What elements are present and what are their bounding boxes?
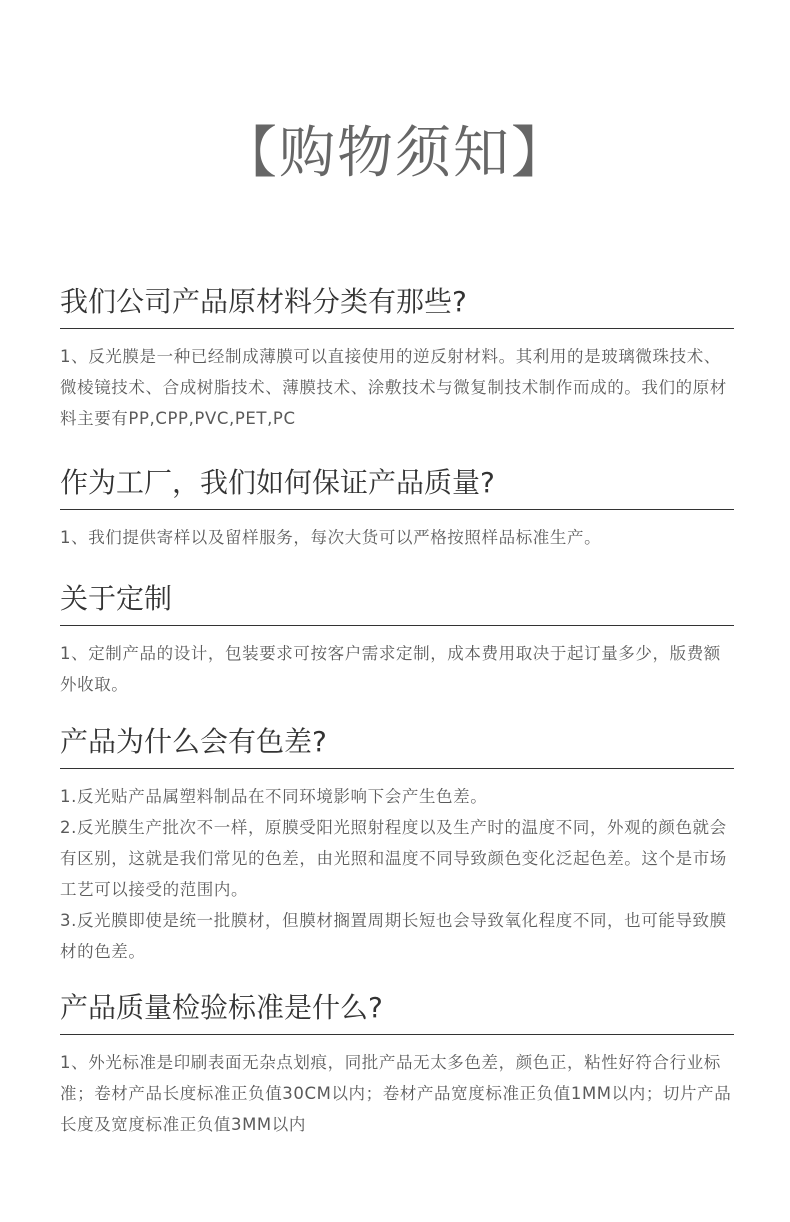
- section-paragraph: 1、定制产品的设计，包装要求可按客户需求定制，成本费用取决于起订量多少，版费额外收取。: [60, 644, 721, 694]
- section-raw-materials: [60, 282, 734, 434]
- section-color-difference: [60, 722, 734, 967]
- section-heading: 产品为什么会有色差?: [60, 722, 734, 769]
- section-paragraph: 1、外光标准是印刷表面无杂点划痕，同批产品无太多色差，颜色正，粘性好符合行业标准；卷材产品长度标准正负值30CM以内；卷材产品宽度标准正负值1MM以内；切片产品长度及宽度标准正负值3MM以内: [60, 1053, 732, 1134]
- section-paragraph: 1.反光贴产品属塑料制品在不同环境影响下会产生色差。: [60, 787, 488, 806]
- page-title: 【购物须知】: [221, 121, 569, 186]
- section-paragraph: 1、我们提供寄样以及留样服务，每次大货可以严格按照样品标准生产。: [60, 528, 602, 547]
- section-customization: [60, 579, 734, 700]
- section-body: [60, 522, 734, 553]
- section-heading: 我们公司产品原材料分类有那些?: [60, 282, 734, 329]
- section-body: [60, 341, 734, 434]
- section-quality-assurance: [60, 463, 734, 553]
- section-paragraph: 1、反光膜是一种已经制成薄膜可以直接使用的逆反射材料。其利用的是玻璃微珠技术、微棱镜技术、合成树脂技术、薄膜技术、涂敷技术与微复制技术制作而成的。我们的原材料主要有PP,CPP,PVC,PET,PC: [60, 347, 727, 428]
- section-paragraph: 3.反光膜即使是统一批膜材，但膜材搁置周期长短也会导致氧化程度不同，也可能导致膜材的色差。: [60, 911, 727, 961]
- section-body: [60, 1047, 734, 1140]
- section-heading: 作为工厂，我们如何保证产品质量?: [60, 463, 734, 510]
- section-heading: 关于定制: [60, 579, 734, 626]
- section-paragraph: 2.反光膜生产批次不一样，原膜受阳光照射程度以及生产时的温度不同，外观的颜色就会有区别，这就是我们常见的色差，由光照和温度不同导致颜色变化泛起色差。这个是市场工艺可以接受的范围内。: [60, 818, 727, 899]
- section-body: [60, 781, 734, 967]
- section-heading: 产品质量检验标准是什么?: [60, 988, 734, 1035]
- section-inspection-standard: [60, 988, 734, 1140]
- section-body: [60, 638, 734, 700]
